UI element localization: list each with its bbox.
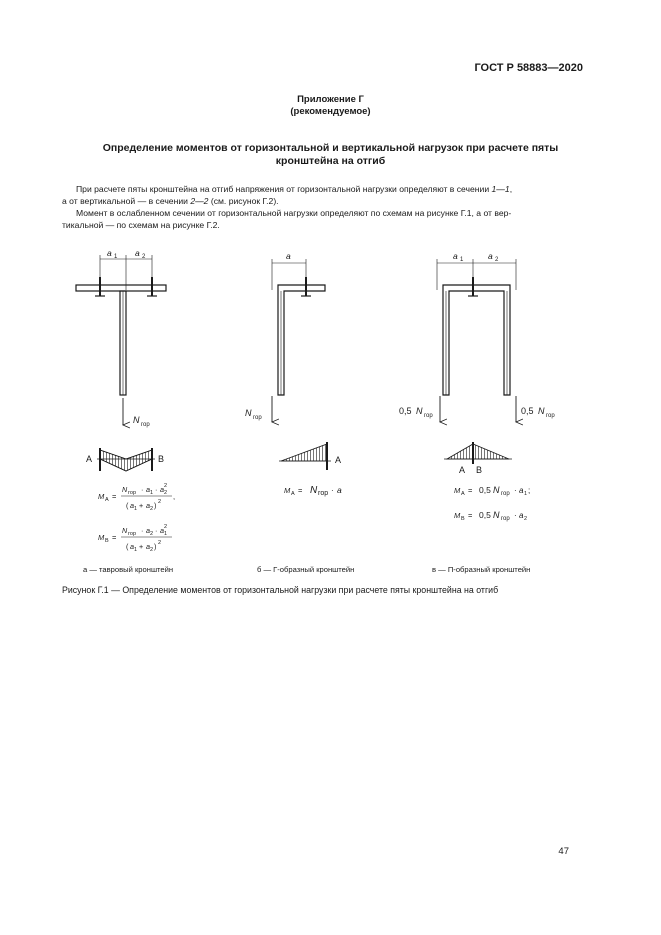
svg-text:;: ; (528, 486, 531, 495)
point-B-a: B (158, 454, 165, 464)
svg-text:): ) (154, 501, 157, 510)
svg-text:A: A (461, 491, 465, 497)
svg-text:2: 2 (495, 257, 499, 263)
svg-text:a: a (337, 485, 342, 495)
svg-text:M: M (454, 486, 461, 495)
svg-text:a: a (519, 486, 524, 495)
svg-text:гор: гор (546, 413, 555, 419)
svg-text:2: 2 (158, 499, 162, 505)
svg-text:=: = (298, 486, 303, 495)
figure-caption: Рисунок Г.1 — Определение моментов от горизонтальной нагрузки при расчете пяты кронштейна на отгиб (62, 585, 499, 595)
label-a2: a (135, 248, 140, 258)
subcaption-b: б — Г-образный кронштейн (257, 565, 355, 574)
formula-MB-a (98, 524, 172, 553)
section-heading (0, 142, 661, 168)
svg-text:0,5: 0,5 (479, 485, 491, 495)
svg-text:M: M (284, 486, 291, 495)
svg-text:2: 2 (158, 540, 162, 546)
svg-text:N: N (416, 406, 423, 416)
svg-text:+: + (139, 542, 144, 551)
point-B-v: B (476, 465, 483, 475)
svg-text:B: B (461, 516, 465, 522)
t-bracket-drawing (76, 255, 166, 425)
svg-text:2: 2 (150, 506, 154, 512)
svg-text:N: N (538, 406, 545, 416)
moment-diagram-a (97, 448, 155, 471)
svg-text:·: · (331, 486, 334, 495)
svg-text:·: · (514, 511, 517, 520)
svg-text:a: a (146, 501, 150, 510)
svg-text:(: ( (126, 542, 129, 551)
force-half-right: 0,5 (521, 406, 534, 416)
subcaption-v: в — П-образный кронштейн (432, 565, 531, 574)
p1-text-c: а от вертикальной — в сечении (62, 196, 191, 206)
svg-text:=: = (112, 533, 117, 542)
page-number: 47 (558, 846, 569, 857)
svg-text:N: N (493, 510, 500, 520)
svg-text:гор: гор (318, 490, 329, 497)
svg-text:a: a (130, 501, 134, 510)
force-N-b: N (245, 408, 252, 418)
moment-diagram-b (279, 442, 331, 470)
svg-text:·: · (141, 526, 144, 535)
svg-text:2: 2 (150, 531, 154, 537)
svg-text:1: 1 (460, 257, 464, 263)
svg-text:a: a (146, 542, 150, 551)
paragraph-1 (62, 183, 582, 207)
svg-text:a: a (488, 251, 493, 261)
force-N-a-sub: гор (141, 422, 150, 428)
svg-text:2: 2 (164, 524, 168, 530)
heading-line-1: Определение моментов от горизонтальной и вертикальной нагрузок при расчете пяты (102, 142, 559, 154)
figure-g1 (0, 240, 661, 560)
label-a1: a (107, 248, 112, 258)
svg-text:N: N (493, 485, 500, 495)
svg-text:A: A (291, 491, 295, 497)
label-a2-sub: 2 (142, 254, 146, 260)
annex-status: (рекомендуемое) (290, 106, 371, 117)
svg-text:2: 2 (164, 483, 168, 489)
paragraph-2 (62, 207, 582, 231)
p2-text-a: Момент в ослабленном сечении от горизонтальной нагрузки определяют по схемам на рисунке Г.1, а от вер- (76, 208, 512, 218)
svg-text:a: a (453, 251, 458, 261)
heading-line-2: кронштейна на отгиб (275, 155, 386, 167)
svg-text:1: 1 (134, 506, 138, 512)
svg-text:A: A (105, 497, 109, 503)
svg-text:0,5: 0,5 (479, 510, 491, 520)
svg-text:·: · (141, 485, 144, 494)
formula-MA-b (284, 485, 342, 497)
subcaption-a: а — тавровый кронштейн (83, 565, 174, 574)
svg-text:a: a (130, 542, 134, 551)
svg-text:гор: гор (128, 531, 137, 537)
svg-text:a: a (146, 485, 150, 494)
formula-MA-v (454, 485, 530, 497)
svg-text:B: B (105, 538, 109, 544)
svg-text:M: M (98, 533, 105, 542)
p2-text-b: тикальной — по схемам на рисунке Г.2. (62, 220, 220, 230)
svg-text:2: 2 (524, 516, 528, 522)
svg-text:M: M (454, 511, 461, 520)
svg-text:N: N (122, 485, 128, 494)
svg-text:=: = (468, 486, 473, 495)
svg-text:1: 1 (164, 531, 168, 537)
p1-text-a: При расчете пяты кронштейна на отгиб напряжения от горизонтальной нагрузки определяют в сечении (76, 184, 492, 194)
svg-text:·: · (155, 485, 158, 494)
svg-text:гор: гор (128, 490, 137, 496)
force-N-b-sub: гор (253, 415, 262, 421)
svg-text:=: = (468, 511, 473, 520)
annex-title: Приложение Г (297, 94, 364, 105)
svg-text:·: · (155, 526, 158, 535)
point-A-b: A (335, 455, 342, 465)
t-bracket-labels (107, 248, 150, 428)
formula-MB-v (454, 510, 527, 522)
svg-text:M: M (98, 492, 105, 501)
svg-text:гор: гор (501, 491, 510, 497)
point-A-v: A (459, 465, 466, 475)
svg-text:a: a (160, 485, 164, 494)
force-N-a: N (133, 415, 140, 425)
svg-text:=: = (112, 492, 117, 501)
force-half-left: 0,5 (399, 406, 412, 416)
svg-text:a: a (160, 526, 164, 535)
svg-text:N: N (310, 485, 318, 496)
svg-text:2: 2 (164, 490, 168, 496)
svg-text:): ) (154, 542, 157, 551)
label-a1-sub: 1 (114, 254, 118, 260)
svg-text:(: ( (126, 501, 129, 510)
svg-text:гор: гор (424, 413, 433, 419)
svg-text:·: · (514, 486, 517, 495)
standard-number: ГОСТ Р 58883—2020 (474, 62, 583, 74)
p1-section-1: 1—1 (491, 184, 510, 194)
moment-diagram-v (444, 442, 512, 464)
u-bracket-labels (399, 251, 555, 419)
svg-text:2: 2 (150, 547, 154, 553)
svg-text:1: 1 (150, 490, 154, 496)
p1-text-b: , (509, 184, 513, 194)
svg-text:a: a (146, 526, 150, 535)
svg-text:1: 1 (524, 491, 528, 497)
formula-MA-a (98, 483, 175, 512)
svg-text:+: + (139, 501, 144, 510)
p1-section-2: 2—2 (190, 196, 209, 206)
svg-text:гор: гор (501, 516, 510, 522)
svg-text:a: a (519, 511, 524, 520)
label-a: a (286, 251, 291, 261)
p1-text-d: (см. рисунок Г.2). (208, 196, 279, 206)
u-bracket-drawing (437, 259, 516, 422)
point-A-a: A (86, 454, 93, 464)
svg-text:,: , (173, 492, 176, 501)
svg-text:1: 1 (134, 547, 138, 553)
annex-block (0, 94, 661, 118)
svg-text:N: N (122, 526, 128, 535)
l-bracket-drawing (272, 259, 325, 422)
